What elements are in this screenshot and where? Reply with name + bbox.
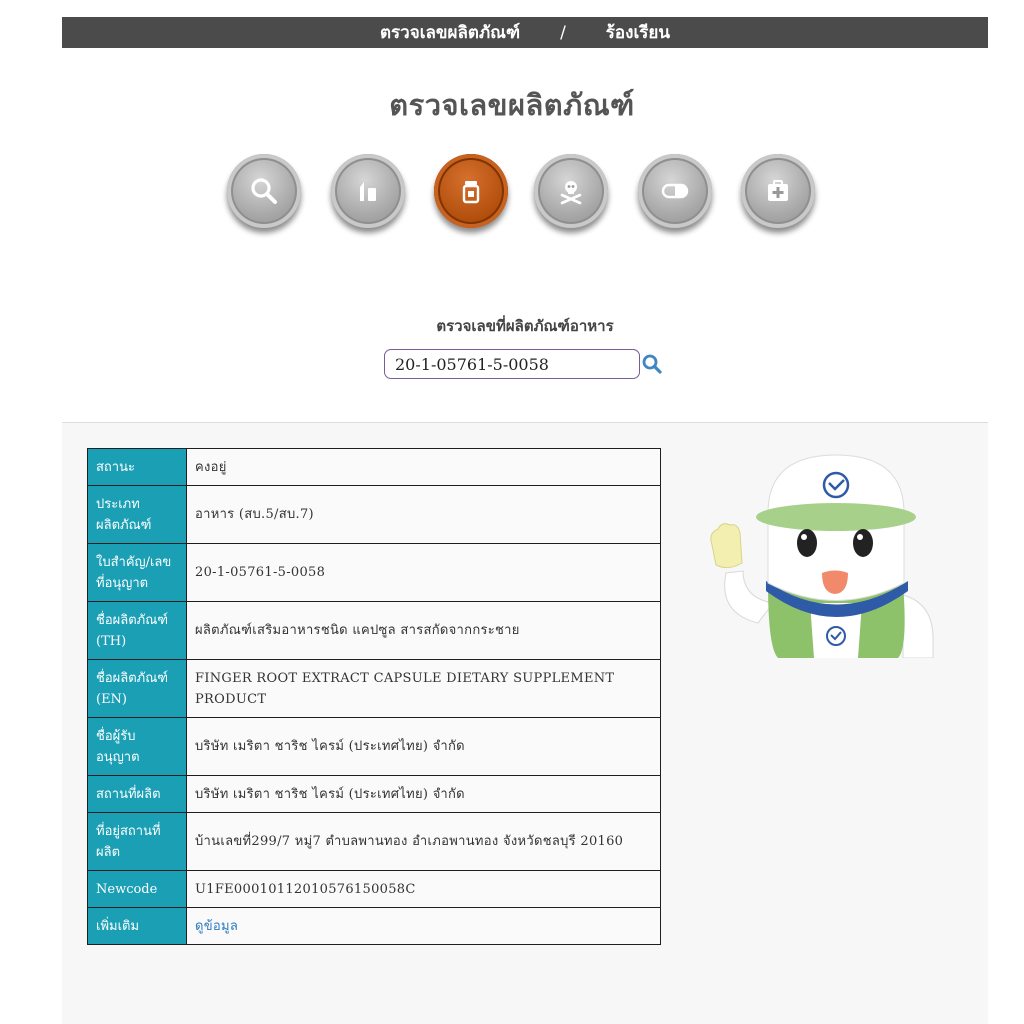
table-row xyxy=(88,871,661,908)
nav-separator: / xyxy=(560,22,566,43)
row-value-licensee: บริษัท เมริตา ชาริช ไครม์ (ประเทศไทย) จำกัด xyxy=(187,718,661,776)
pill-icon xyxy=(658,174,692,208)
table-row xyxy=(88,449,661,486)
table-row xyxy=(88,660,661,718)
cosmetics-icon xyxy=(351,174,385,208)
row-key-product-type: ประเภทผลิตภัณฑ์ xyxy=(88,486,187,544)
category-hazard-button[interactable] xyxy=(534,154,608,228)
category-buttons xyxy=(0,0,1024,260)
search-label: ตรวจเลขที่ผลิตภัณฑ์อาหาร xyxy=(436,317,614,335)
mascot-illustration xyxy=(698,453,938,658)
nav-complaint-link[interactable]: ร้องเรียน xyxy=(605,23,670,43)
row-key-product-name-en: ชื่อผลิตภัณฑ์ (EN) xyxy=(88,660,187,718)
search-icon xyxy=(247,174,281,208)
row-value-status: คงอยู่ xyxy=(187,449,661,486)
table-row xyxy=(88,486,661,544)
search-section xyxy=(62,262,988,423)
row-key-licensee: ชื่อผู้รับอนุญาต xyxy=(88,718,187,776)
page-title: ตรวจเลขผลิตภัณฑ์ xyxy=(389,88,635,122)
row-key-manufacturer: สถานที่ผลิต xyxy=(88,776,187,813)
food-jar-icon xyxy=(454,174,488,208)
medical-kit-icon xyxy=(761,174,795,208)
table-row xyxy=(88,776,661,813)
row-value-manufacturer: บริษัท เมริตา ชาริช ไครม์ (ประเทศไทย) จำกัด xyxy=(187,776,661,813)
table-row xyxy=(88,718,661,776)
row-key-product-name-th: ชื่อผลิตภัณฑ์ (TH) xyxy=(88,602,187,660)
row-key-more: เพิ่มเติม xyxy=(88,908,187,945)
category-cosmetics-button[interactable] xyxy=(331,154,405,228)
row-value-manufacturer-address: บ้านเลขที่299/7 หมู่7 ตำบลพานทอง อำเภอพานทอง จังหวัดชลบุรี 20160 xyxy=(187,813,661,871)
row-value-product-name-en: FINGER ROOT EXTRACT CAPSULE DIETARY SUPPLEMENT PRODUCT xyxy=(187,660,661,718)
category-food-button[interactable] xyxy=(434,154,508,228)
row-key-manufacturer-address: ที่อยู่สถานที่ผลิต xyxy=(88,813,187,871)
table-row xyxy=(88,544,661,602)
view-details-link[interactable]: ดูข้อมูล xyxy=(195,918,239,934)
row-key-status: สถานะ xyxy=(88,449,187,486)
category-drug-button[interactable] xyxy=(638,154,712,228)
row-value-product-type: อาหาร (สบ.5/สบ.7) xyxy=(187,486,661,544)
table-row xyxy=(88,602,661,660)
product-number-input[interactable] xyxy=(384,349,640,379)
product-info-table xyxy=(87,448,661,945)
row-value-license-number: 20-1-05761-5-0058 xyxy=(187,544,661,602)
hazard-skull-icon xyxy=(554,174,588,208)
row-value-more xyxy=(187,908,661,945)
table-row xyxy=(88,908,661,945)
category-medical-device-button[interactable] xyxy=(741,154,815,228)
category-search-button[interactable] xyxy=(227,154,301,228)
nav-check-product-link[interactable]: ตรวจเลขผลิตภัณฑ์ xyxy=(380,23,521,43)
search-icon[interactable] xyxy=(640,352,664,376)
results-area xyxy=(62,423,988,1024)
table-row xyxy=(88,813,661,871)
row-key-license-number: ใบสำคัญ/เลขที่อนุญาต xyxy=(88,544,187,602)
row-value-product-name-th: ผลิตภัณฑ์เสริมอาหารชนิด แคปซูล สารสกัดจากกระชาย xyxy=(187,602,661,660)
row-key-newcode: Newcode xyxy=(88,871,187,908)
row-value-newcode: U1FE00010112010576150058C xyxy=(187,871,661,908)
